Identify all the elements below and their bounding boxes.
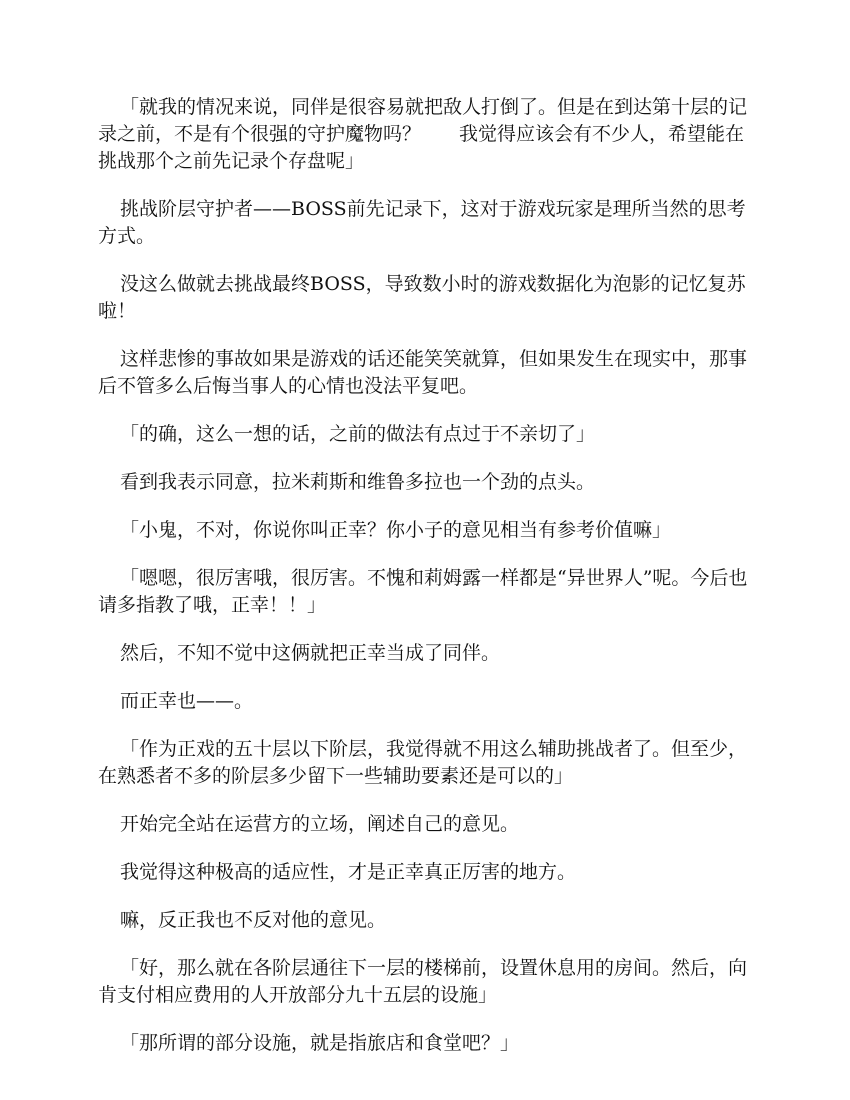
paragraph: 我觉得这种极高的适应性，才是正幸真正厉害的地方。 [120,861,577,883]
paragraph: 挑战阶层守护者——BOSS前先记录下，这对于游戏玩家是理所当然的思考方式。 [98,198,746,247]
paragraph: 「的确，这么一想的话，之前的做法有点过于不亲切了」 [120,423,596,445]
paragraph: 「作为正戏的五十层以下阶层，我觉得就不用这么辅助挑战者了。但至少，在熟悉者不多的阶层多少留下一些辅助要素还是可以的」 [98,738,748,787]
paragraph: 「好，那么就在各阶层通往下一层的楼梯前，设置休息用的房间。然后，向肯支付相应费用的人开放部分九十五层的设施」 [98,957,748,1006]
paragraph: 然后，不知不觉中这俩就把正幸当成了同伴。 [120,642,501,664]
paragraph: 这样悲惨的事故如果是游戏的话还能笑笑就算，但如果发生在现实中，那事后不管多么后悔当事人的心情也没法平复吧。 [98,348,748,397]
document-page [98,94,758,1078]
paragraph: 嘛，反正我也不反对他的意见。 [120,909,387,931]
paragraph: 看到我表示同意，拉米莉斯和维鲁多拉也一个劲的点头。 [120,471,596,493]
paragraph: 「嗯嗯，很厉害哦，很厉害。不愧和莉姆露一样都是“异世界人”呢。今后也请多指教了哦，正幸！！」 [98,567,748,616]
paragraph: 而正幸也——。 [120,690,254,712]
paragraph: 「那所谓的部分设施，就是指旅店和食堂吧？」 [120,1032,520,1054]
paragraph: 没这么做就去挑战最终BOSS，导致数小时的游戏数据化为泡影的记忆复苏啦！ [98,273,746,322]
paragraph: 「就我的情况来说，同伴是很容易就把敌人打倒了。但是在到达第十层的记录之前，不是有个很强的守护魔物吗？ 我觉得应该会有不少人，希望能在挑战那个之前先记录个存盘呢」 [98,96,748,172]
paragraph: 「小鬼，不对，你说你叫正幸？你小子的意见相当有参考价值嘛」 [120,519,672,541]
paragraph: 开始完全站在运营方的立场，阐述自己的意见。 [120,813,520,835]
